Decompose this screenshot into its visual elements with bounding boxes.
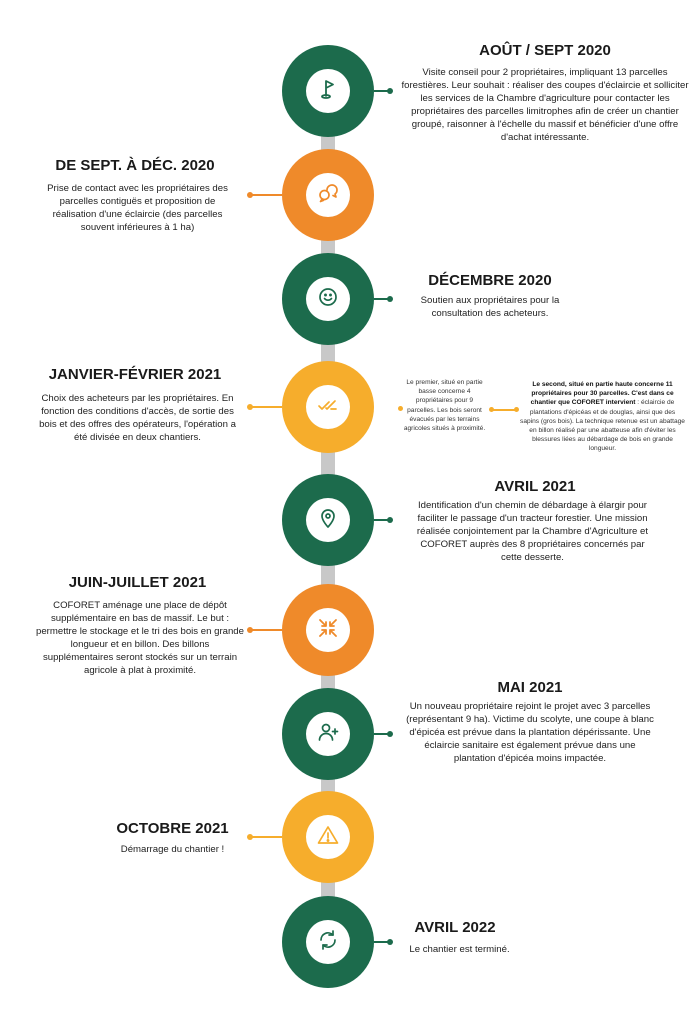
event-text: Soutien aux propriétaires pour la consultation des acheteurs. <box>420 295 560 319</box>
timeline-node-aout-sept-2020 <box>282 45 374 137</box>
connector-dot <box>247 627 253 633</box>
event-title: OCTOBRE 2021 <box>116 820 229 837</box>
split-second-rest: : éclaircie de plantations d'épicéas et de douglas, ainsi que des sapins (gros bois). La technique retenue est un abattage en billon réalisé par une abatteuse afin d'éviter les blessures liées au débardage de bois en grande longueur. <box>520 399 685 453</box>
event-text: Le chantier est terminé. <box>409 944 510 955</box>
split-first-chantier: Le premier, situé en partie basse concerne 4 propriétaires pour 9 parcelles. Les bois seront évacués par les terrains agricoles situés à proximité. <box>403 379 486 433</box>
event-text: Visite conseil pour 2 propriétaires, impliquant 13 parcelles forestières. Leur souhait : réaliser des coupes d'éclaircie et solliciter les services de la Chambre d'agriculture pour contacter les propriétaires des parcelles limitrophes afin de créer un chantier groupé, raisonner à l'échelle du massif et bénéficier d'une offre d'achat intéressante. <box>401 67 689 143</box>
golf-flag-icon <box>316 77 340 106</box>
double-check-icon <box>316 393 340 422</box>
timeline-node-avril-2022 <box>282 896 374 988</box>
event-title: AVRIL 2021 <box>494 478 576 495</box>
timeline-node-mai-2021 <box>282 688 374 780</box>
event-text: Choix des acheteurs par les propriétaires. En fonction des conditions d'accès, de sortie des bois et des offres des opérateurs, l'opération a été divisée en deux chantiers. <box>39 393 236 443</box>
event-title: AVRIL 2022 <box>414 919 496 936</box>
connector-dot <box>247 192 253 198</box>
timeline-node-sept-dec-2020 <box>282 149 374 241</box>
event-title: DÉCEMBRE 2020 <box>428 272 552 289</box>
connector-dot <box>387 517 393 523</box>
location-pin-icon <box>316 506 340 535</box>
add-user-icon <box>316 720 340 749</box>
connector <box>250 406 282 408</box>
event-title: JANVIER-FÉVRIER 2021 <box>48 366 222 383</box>
event-title: MAI 2021 <box>497 679 563 696</box>
split-second-chantier <box>520 380 685 454</box>
event-title: DE SEPT. À DÉC. 2020 <box>55 157 215 174</box>
connector-dot <box>489 407 494 412</box>
event-text: COFORET aménage une place de dépôt supplémentaire en bas de massif. Le but : permettre le stockage et le tri des bois en grande longueur et en billon. Des billons supplémentaires seront stockés sur un terrain agricole à plat à proximité. <box>36 600 244 676</box>
converge-arrows-icon <box>316 616 340 645</box>
event-text: Démarrage du chantier ! <box>120 844 225 855</box>
connector-dot <box>387 296 393 302</box>
connector-dot <box>387 731 393 737</box>
timeline-node-octobre-2021 <box>282 791 374 883</box>
timeline-node-avril-2021 <box>282 474 374 566</box>
event-title: JUIN-JUILLET 2021 <box>68 574 207 591</box>
timeline-node-janvier-fevrier-2021 <box>282 361 374 453</box>
split-second-bold: Le second, situé en partie haute concerne 11 propriétaires pour 30 parcelles. C'est dans ce chantier que COFORET intervient <box>530 381 674 407</box>
connector <box>250 194 282 196</box>
refresh-icon <box>316 928 340 957</box>
connector <box>250 629 282 631</box>
event-text: Prise de contact avec les propriétaires des parcelles contiguës et proposition de réalisation d'une éclaircie (des parcelles souvent inférieures à 1 ha) <box>47 183 228 233</box>
connector-dot <box>247 404 253 410</box>
warning-icon <box>316 823 340 852</box>
chat-bubbles-icon <box>316 181 340 210</box>
timeline-node-decembre-2020 <box>282 253 374 345</box>
timeline-node-juin-juillet-2021 <box>282 584 374 676</box>
event-text: Identification d'un chemin de débardage à élargir pour faciliter le passage d'un tracteur forestier. Une mission réalisée conjointement par la Chambre d'Agriculture et COFORET auprès des 8 propriétaires concernés par cette desserte. <box>416 500 649 563</box>
event-text: Un nouveau propriétaire rejoint le projet avec 3 parcelles (représentant 9 ha). Victime du scolyte, une coupe à blanc d'épicéa est prévue dans la plantation dépérissante. Une éclaircie sanitaire est également prévue dans une plantation d'épicéa moins impactée. <box>406 701 654 764</box>
smiley-icon <box>316 285 340 314</box>
event-title: AOÛT / SEPT 2020 <box>479 42 611 59</box>
connector-dot <box>387 88 393 94</box>
connector-dot <box>514 407 519 412</box>
